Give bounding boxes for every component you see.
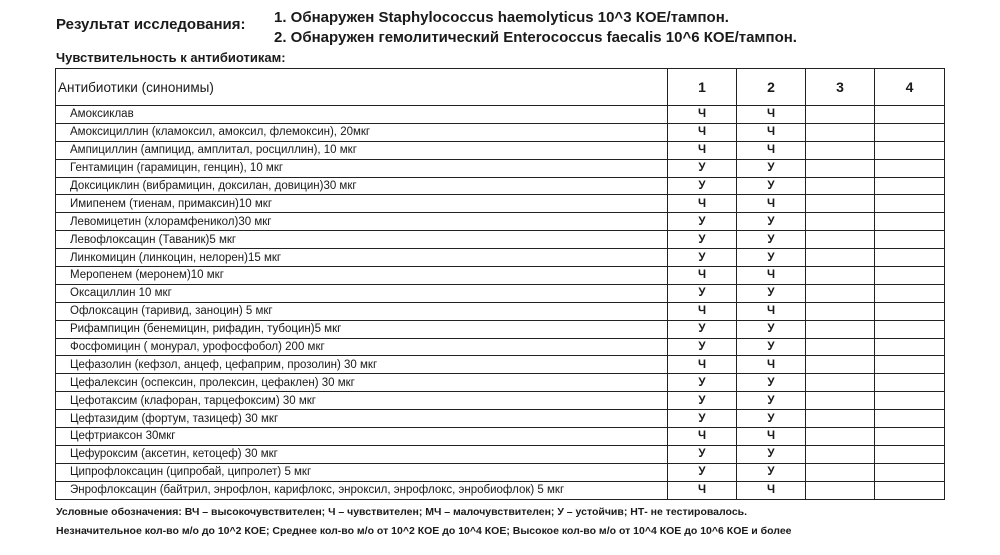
result-sample-3 [806,177,875,195]
result-sample-1: Ч [668,356,737,374]
result-sample-3 [806,356,875,374]
antibiotic-name: Цефтриаксон 30мкг [56,428,668,446]
result-sample-3 [806,428,875,446]
table-row [56,249,945,267]
result-sample-1: Ч [668,481,737,499]
result-sample-3 [806,374,875,392]
table-header-row [56,69,945,106]
result-sample-2: Ч [737,123,806,141]
result-sample-4 [875,141,945,159]
antibiotic-name: Меропенем (меронем)10 мкг [56,267,668,285]
result-sample-2: У [737,374,806,392]
table-row [56,195,945,213]
table-row [56,231,945,249]
result-sample-3 [806,159,875,177]
result-sample-2: У [737,445,806,463]
result-sample-2: У [737,213,806,231]
result-sample-2: У [737,392,806,410]
table-row [56,445,945,463]
antibiotic-name: Имипенем (тиенам, примаксин)10 мкг [56,195,668,213]
result-sample-4 [875,392,945,410]
antibiotic-name: Ампициллин (ампицид, амплитал, росциллин), 10 мкг [56,141,668,159]
table-body [56,106,945,500]
antibiotic-name: Левомицетин (хлорамфеникол)30 мкг [56,213,668,231]
column-header-1: 1 [668,69,737,106]
findings [274,8,797,48]
column-header-4: 4 [875,69,945,106]
result-sample-4 [875,213,945,231]
result-sample-1: У [668,284,737,302]
table-row [56,410,945,428]
result-sample-4 [875,231,945,249]
result-sample-4 [875,320,945,338]
antibiotic-name: Левофлоксацин (Таваник)5 мкг [56,231,668,249]
result-sample-3 [806,410,875,428]
table-row [56,302,945,320]
table-row [56,213,945,231]
antibiotic-name: Оксациллин 10 мкг [56,284,668,302]
result-sample-1: У [668,320,737,338]
table-row [56,463,945,481]
result-label: Результат исследования: [56,16,246,33]
result-sample-2: Ч [737,267,806,285]
result-sample-1: У [668,463,737,481]
table-row [56,106,945,124]
table-row [56,141,945,159]
result-sample-4 [875,338,945,356]
result-sample-2: Ч [737,195,806,213]
result-sample-4 [875,374,945,392]
table-row [56,284,945,302]
result-sample-3 [806,392,875,410]
antibiotic-name: Фосфомицин ( монурал, урофосфобол) 200 мкг [56,338,668,356]
result-sample-1: У [668,231,737,249]
result-sample-4 [875,428,945,446]
result-sample-2: У [737,249,806,267]
result-sample-1: Ч [668,141,737,159]
column-header-3: 3 [806,69,875,106]
legend: Условные обозначения: ВЧ – высокочувствителен; Ч – чувствителен; МЧ – малочувствителен; У – устойчив; НТ- не тестировалось. [56,506,748,518]
result-sample-3 [806,463,875,481]
table-row [56,428,945,446]
result-sample-4 [875,463,945,481]
result-sample-4 [875,106,945,124]
result-sample-4 [875,356,945,374]
result-sample-1: У [668,249,737,267]
result-sample-4 [875,481,945,499]
antibiotic-name: Цефазолин (кефзол, анцеф, цефаприм, прозолин) 30 мкг [56,356,668,374]
antibiotic-name: Энрофлоксацин (байтрил, энрофлон, карифлокс, энроксил, энрофлокс, энробиофлок) 5 мкг [56,481,668,499]
table-row [56,338,945,356]
result-sample-4 [875,445,945,463]
finding-2: 2. Обнаружен гемолитический Enterococcus faecalis 10^6 КОЕ/тампон. [274,29,797,46]
result-sample-3 [806,481,875,499]
result-sample-1: Ч [668,267,737,285]
result-sample-3 [806,195,875,213]
result-sample-3 [806,284,875,302]
antibiotic-name: Гентамицин (гарамицин, генцин), 10 мкг [56,159,668,177]
antibiotic-name: Цефтазидим (фортум, тазицеф) 30 мкг [56,410,668,428]
result-sample-4 [875,284,945,302]
result-sample-2: Ч [737,106,806,124]
result-sample-1: У [668,445,737,463]
result-sample-4 [875,177,945,195]
result-sample-4 [875,410,945,428]
finding-1: 1. Обнаружен Staphylococcus haemolyticus 10^3 КОЕ/тампон. [274,9,729,26]
antibiotic-name: Амоксиклав [56,106,668,124]
result-sample-3 [806,213,875,231]
result-sample-4 [875,302,945,320]
result-sample-1: Ч [668,123,737,141]
result-sample-3 [806,338,875,356]
table-row [56,177,945,195]
result-sample-1: У [668,392,737,410]
result-sample-2: У [737,320,806,338]
table-row [56,356,945,374]
result-sample-1: У [668,338,737,356]
result-sample-4 [875,267,945,285]
result-sample-3 [806,141,875,159]
result-sample-2: У [737,177,806,195]
result-sample-4 [875,195,945,213]
table-row [56,392,945,410]
table-row [56,320,945,338]
result-sample-3 [806,231,875,249]
result-sample-4 [875,123,945,141]
result-sample-1: Ч [668,106,737,124]
table-row [56,123,945,141]
result-sample-1: У [668,177,737,195]
result-sample-4 [875,249,945,267]
result-sample-3 [806,106,875,124]
table-row [56,267,945,285]
result-sample-3 [806,302,875,320]
result-sample-3 [806,445,875,463]
antibiotic-name: Офлоксацин (таривид, заноцин) 5 мкг [56,302,668,320]
table-row [56,374,945,392]
result-sample-2: У [737,463,806,481]
result-sample-2: Ч [737,428,806,446]
antibiotic-name: Доксициклин (вибрамицин, доксилан, довицин)30 мкг [56,177,668,195]
antibiotic-name: Рифампицин (бенемицин, рифадин, тубоцин)5 мкг [56,320,668,338]
result-sample-4 [875,159,945,177]
antibiotic-name: Амоксициллин (кламоксил, амоксил, флемоксин), 20мкг [56,123,668,141]
result-sample-1: Ч [668,428,737,446]
result-sample-2: Ч [737,141,806,159]
column-header-2: 2 [737,69,806,106]
result-sample-1: У [668,374,737,392]
result-sample-2: Ч [737,481,806,499]
result-sample-2: У [737,410,806,428]
result-sample-1: У [668,159,737,177]
result-sample-3 [806,249,875,267]
sensitivity-title: Чувствительность к антибиотикам: [56,50,286,65]
result-sample-2: У [737,159,806,177]
antibiotic-name: Линкомицин (линкоцин, нелорен)15 мкг [56,249,668,267]
result-sample-2: У [737,338,806,356]
antibiotic-table [55,68,945,500]
antibiotic-name: Цефуроксим (аксетин, кетоцеф) 30 мкг [56,445,668,463]
result-sample-2: Ч [737,356,806,374]
antibiotic-name: Цефалексин (оспексин, пролексин, цефаклен) 30 мкг [56,374,668,392]
result-sample-3 [806,123,875,141]
result-sample-2: У [737,284,806,302]
quantity-scale: Незначительное кол-во м/о до 10^2 КОЕ; Среднее кол-во м/о от 10^2 КОЕ до 10^4 КОЕ; Высокое кол-во м/о от 10^4 КОЕ до 10^6 КОЕ и более [56,525,792,537]
column-header-antibiotics: Антибиотики (синонимы) [56,69,668,106]
result-sample-1: Ч [668,195,737,213]
result-sample-2: Ч [737,302,806,320]
antibiotic-name: Ципрофлоксацин (ципробай, ципролет) 5 мкг [56,463,668,481]
result-sample-2: У [737,231,806,249]
table-row [56,481,945,499]
result-sample-3 [806,267,875,285]
result-sample-1: У [668,213,737,231]
result-sample-1: Ч [668,302,737,320]
result-sample-3 [806,320,875,338]
antibiotic-name: Цефотаксим (клафоран, тарцефоксим) 30 мкг [56,392,668,410]
result-sample-1: У [668,410,737,428]
table-row [56,159,945,177]
